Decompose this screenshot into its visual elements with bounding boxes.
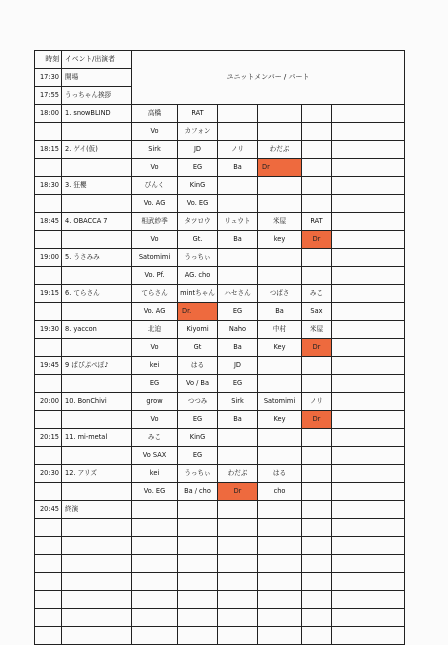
cell-member-4 bbox=[258, 591, 302, 609]
cell-time bbox=[35, 573, 62, 591]
header-unit-members: ユニットメンバー / パート bbox=[132, 51, 405, 105]
table-row bbox=[35, 123, 405, 141]
cell-blank bbox=[332, 249, 405, 267]
cell-member-5 bbox=[302, 375, 332, 393]
cell-member-2: JD bbox=[178, 141, 218, 159]
cell-member-4: cho bbox=[258, 483, 302, 501]
cell-event: 9 ぱぴぷぺぽ♪ bbox=[62, 357, 132, 375]
cell-member-3: リュウト bbox=[218, 213, 258, 231]
cell-member-2: Kiyomi bbox=[178, 321, 218, 339]
cell-member-2 bbox=[178, 555, 218, 573]
cell-member-1: Vo. AG bbox=[132, 195, 178, 213]
cell-event: 8. yaccon bbox=[62, 321, 132, 339]
cell-time bbox=[35, 627, 62, 645]
cell-blank bbox=[332, 483, 405, 501]
cell-member-3 bbox=[218, 447, 258, 465]
table-row bbox=[35, 213, 405, 231]
cell-member-1: Satomimi bbox=[132, 249, 178, 267]
cell-member-2 bbox=[178, 627, 218, 645]
cell-blank bbox=[332, 573, 405, 591]
cell-member-1: Vo bbox=[132, 123, 178, 141]
cell-member-4: 米屋 bbox=[258, 213, 302, 231]
cell-member-3: Sirk bbox=[218, 393, 258, 411]
cell-member-5: みこ bbox=[302, 285, 332, 303]
cell-member-1: Vo bbox=[132, 231, 178, 249]
cell-time bbox=[35, 537, 62, 555]
cell-member-1 bbox=[132, 591, 178, 609]
cell-blank bbox=[332, 429, 405, 447]
table-row bbox=[35, 465, 405, 483]
cell-member-3 bbox=[218, 177, 258, 195]
cell-time bbox=[35, 555, 62, 573]
cell-member-2: EG bbox=[178, 411, 218, 429]
table-row bbox=[35, 231, 405, 249]
cell-member-3 bbox=[218, 195, 258, 213]
cell-member-5 bbox=[302, 501, 332, 519]
cell-event: 終演 bbox=[62, 501, 132, 519]
cell-member-1: てらさん bbox=[132, 285, 178, 303]
table-row bbox=[35, 591, 405, 609]
cell-member-5 bbox=[302, 267, 332, 285]
cell-member-5: 米屋 bbox=[302, 321, 332, 339]
cell-blank bbox=[332, 357, 405, 375]
cell-member-3: わだぶ bbox=[218, 465, 258, 483]
table-row bbox=[35, 519, 405, 537]
cell-member-4: はる bbox=[258, 465, 302, 483]
cell-member-2 bbox=[178, 609, 218, 627]
cell-time bbox=[35, 591, 62, 609]
cell-member-1: びんく bbox=[132, 177, 178, 195]
cell-member-2 bbox=[178, 573, 218, 591]
cell-blank bbox=[332, 321, 405, 339]
cell-time: 18:15 bbox=[35, 141, 62, 159]
cell-member-5 bbox=[302, 555, 332, 573]
cell-member-4 bbox=[258, 177, 302, 195]
cell-member-3: Naho bbox=[218, 321, 258, 339]
cell-member-5 bbox=[302, 123, 332, 141]
cell-blank bbox=[332, 177, 405, 195]
table-row bbox=[35, 393, 405, 411]
cell-blank bbox=[332, 159, 405, 177]
cell-event bbox=[62, 483, 132, 501]
cell-member-3 bbox=[218, 249, 258, 267]
cell-event: 12. アリズ bbox=[62, 465, 132, 483]
cell-member-1: kei bbox=[132, 357, 178, 375]
cell-member-4 bbox=[258, 375, 302, 393]
cell-member-4 bbox=[258, 555, 302, 573]
cell-member-5 bbox=[302, 573, 332, 591]
cell-time: 18:30 bbox=[35, 177, 62, 195]
cell-member-1 bbox=[132, 555, 178, 573]
cell-member-2: カフォン bbox=[178, 123, 218, 141]
cell-member-2: Dr. bbox=[178, 303, 218, 321]
cell-event bbox=[62, 303, 132, 321]
cell-time: 20:00 bbox=[35, 393, 62, 411]
cell-member-3 bbox=[218, 591, 258, 609]
cell-time: 19:30 bbox=[35, 321, 62, 339]
table-row bbox=[35, 321, 405, 339]
cell-member-2: Ba / cho bbox=[178, 483, 218, 501]
cell-event bbox=[62, 519, 132, 537]
cell-member-4: key bbox=[258, 231, 302, 249]
cell-member-1 bbox=[132, 573, 178, 591]
cell-member-5 bbox=[302, 609, 332, 627]
cell-member-4: Satomimi bbox=[258, 393, 302, 411]
cell-member-5: Dr bbox=[302, 231, 332, 249]
cell-time bbox=[35, 159, 62, 177]
cell-event bbox=[62, 411, 132, 429]
cell-blank bbox=[332, 591, 405, 609]
table-row bbox=[35, 447, 405, 465]
cell-event bbox=[62, 591, 132, 609]
cell-event bbox=[62, 159, 132, 177]
table-row bbox=[35, 105, 405, 123]
cell-member-4 bbox=[258, 123, 302, 141]
cell-member-1 bbox=[132, 519, 178, 537]
cell-event: 5. うさみみ bbox=[62, 249, 132, 267]
cell-time bbox=[35, 483, 62, 501]
cell-member-5 bbox=[302, 483, 332, 501]
table-row bbox=[35, 267, 405, 285]
cell-member-5 bbox=[302, 429, 332, 447]
cell-member-2: うっちぃ bbox=[178, 249, 218, 267]
timetable bbox=[34, 50, 405, 645]
cell-blank bbox=[332, 303, 405, 321]
cell-event: うっちゃん挨拶 bbox=[62, 87, 132, 105]
cell-member-5 bbox=[302, 195, 332, 213]
cell-member-1 bbox=[132, 501, 178, 519]
cell-member-2: RAT bbox=[178, 105, 218, 123]
cell-member-3 bbox=[218, 555, 258, 573]
cell-member-2: Vo. EG bbox=[178, 195, 218, 213]
table-row bbox=[35, 483, 405, 501]
cell-member-3 bbox=[218, 609, 258, 627]
cell-member-3: ノリ bbox=[218, 141, 258, 159]
cell-member-3: Dr bbox=[218, 483, 258, 501]
cell-member-1 bbox=[132, 537, 178, 555]
cell-time bbox=[35, 267, 62, 285]
cell-time: 20:15 bbox=[35, 429, 62, 447]
cell-member-1: Vo. AG bbox=[132, 303, 178, 321]
cell-blank bbox=[332, 123, 405, 141]
cell-member-2 bbox=[178, 501, 218, 519]
cell-member-4 bbox=[258, 627, 302, 645]
cell-member-1: grow bbox=[132, 393, 178, 411]
header-time: 時刻 bbox=[35, 51, 62, 69]
table-row bbox=[35, 159, 405, 177]
cell-event bbox=[62, 267, 132, 285]
cell-member-1: Sirk bbox=[132, 141, 178, 159]
cell-member-2: KinG bbox=[178, 429, 218, 447]
cell-member-4 bbox=[258, 573, 302, 591]
cell-time bbox=[35, 231, 62, 249]
cell-time bbox=[35, 339, 62, 357]
cell-member-5 bbox=[302, 519, 332, 537]
table-row bbox=[35, 375, 405, 393]
table-row bbox=[35, 339, 405, 357]
cell-member-2: はる bbox=[178, 357, 218, 375]
cell-member-5 bbox=[302, 447, 332, 465]
cell-member-4: Ba bbox=[258, 303, 302, 321]
cell-member-1: Vo SAX bbox=[132, 447, 178, 465]
cell-time bbox=[35, 609, 62, 627]
cell-member-1: Vo bbox=[132, 339, 178, 357]
cell-blank bbox=[332, 501, 405, 519]
cell-member-3 bbox=[218, 627, 258, 645]
cell-member-1 bbox=[132, 627, 178, 645]
cell-blank bbox=[332, 375, 405, 393]
cell-member-5 bbox=[302, 105, 332, 123]
cell-event: 11. mi-metal bbox=[62, 429, 132, 447]
cell-member-3: Ba bbox=[218, 339, 258, 357]
cell-member-3 bbox=[218, 123, 258, 141]
cell-member-2: EG bbox=[178, 447, 218, 465]
cell-blank bbox=[332, 447, 405, 465]
cell-member-4 bbox=[258, 609, 302, 627]
cell-member-5 bbox=[302, 159, 332, 177]
cell-event bbox=[62, 195, 132, 213]
cell-time bbox=[35, 303, 62, 321]
cell-blank bbox=[332, 267, 405, 285]
cell-blank bbox=[332, 411, 405, 429]
cell-blank bbox=[332, 609, 405, 627]
cell-member-5 bbox=[302, 627, 332, 645]
cell-member-2: AG. cho bbox=[178, 267, 218, 285]
cell-member-1: 北迫 bbox=[132, 321, 178, 339]
table-row bbox=[35, 537, 405, 555]
cell-blank bbox=[332, 537, 405, 555]
cell-member-3 bbox=[218, 573, 258, 591]
cell-member-2: Vo / Ba bbox=[178, 375, 218, 393]
table-row bbox=[35, 627, 405, 645]
cell-member-1: みこ bbox=[132, 429, 178, 447]
cell-member-3: EG bbox=[218, 303, 258, 321]
table-row bbox=[35, 303, 405, 321]
cell-member-4 bbox=[258, 357, 302, 375]
cell-member-2: mintちゃん bbox=[178, 285, 218, 303]
cell-member-2: EG bbox=[178, 159, 218, 177]
cell-member-3: Ba bbox=[218, 231, 258, 249]
cell-event: 2. ゲイ(仮) bbox=[62, 141, 132, 159]
cell-blank bbox=[332, 213, 405, 231]
cell-member-3: Ba bbox=[218, 411, 258, 429]
cell-blank bbox=[332, 555, 405, 573]
cell-event: 4. OBACCA 7 bbox=[62, 213, 132, 231]
cell-member-2: KinG bbox=[178, 177, 218, 195]
table-row bbox=[35, 555, 405, 573]
cell-time bbox=[35, 195, 62, 213]
cell-member-5 bbox=[302, 141, 332, 159]
cell-member-4 bbox=[258, 537, 302, 555]
cell-time: 18:45 bbox=[35, 213, 62, 231]
cell-member-3 bbox=[218, 537, 258, 555]
cell-blank bbox=[332, 465, 405, 483]
cell-event: 1. snowBLIND bbox=[62, 105, 132, 123]
cell-blank bbox=[332, 285, 405, 303]
cell-event bbox=[62, 375, 132, 393]
cell-time bbox=[35, 447, 62, 465]
cell-member-2: タツロウ bbox=[178, 213, 218, 231]
cell-time bbox=[35, 375, 62, 393]
cell-member-1: 高橋 bbox=[132, 105, 178, 123]
cell-event bbox=[62, 231, 132, 249]
cell-event: 開場 bbox=[62, 69, 132, 87]
cell-member-2 bbox=[178, 591, 218, 609]
cell-member-4: Key bbox=[258, 339, 302, 357]
cell-member-4: つばさ bbox=[258, 285, 302, 303]
cell-event bbox=[62, 339, 132, 357]
cell-member-5: Dr bbox=[302, 339, 332, 357]
cell-member-4 bbox=[258, 501, 302, 519]
cell-member-3: JD bbox=[218, 357, 258, 375]
cell-member-5 bbox=[302, 357, 332, 375]
cell-member-4 bbox=[258, 105, 302, 123]
table-row bbox=[35, 195, 405, 213]
table-row bbox=[35, 285, 405, 303]
cell-event: 6. てらさん bbox=[62, 285, 132, 303]
header-event: イベント/出演者 bbox=[62, 51, 132, 69]
cell-member-5 bbox=[302, 249, 332, 267]
cell-member-2: Gt bbox=[178, 339, 218, 357]
cell-member-1 bbox=[132, 609, 178, 627]
table-row bbox=[35, 573, 405, 591]
cell-blank bbox=[332, 393, 405, 411]
cell-member-1: Vo bbox=[132, 159, 178, 177]
cell-blank bbox=[332, 141, 405, 159]
cell-member-3: EG bbox=[218, 375, 258, 393]
cell-member-1: kei bbox=[132, 465, 178, 483]
cell-time bbox=[35, 411, 62, 429]
cell-member-4 bbox=[258, 429, 302, 447]
cell-member-3: ハセさん bbox=[218, 285, 258, 303]
cell-member-2: つつみ bbox=[178, 393, 218, 411]
cell-event bbox=[62, 123, 132, 141]
table-row bbox=[35, 411, 405, 429]
cell-member-2 bbox=[178, 519, 218, 537]
table-row bbox=[35, 501, 405, 519]
cell-blank bbox=[332, 231, 405, 249]
cell-member-4: わだぶ bbox=[258, 141, 302, 159]
cell-member-3 bbox=[218, 501, 258, 519]
table-row bbox=[35, 177, 405, 195]
cell-event bbox=[62, 573, 132, 591]
cell-member-1: Vo. EG bbox=[132, 483, 178, 501]
cell-blank bbox=[332, 195, 405, 213]
cell-time bbox=[35, 519, 62, 537]
cell-member-5 bbox=[302, 537, 332, 555]
cell-member-4 bbox=[258, 447, 302, 465]
cell-member-5: Sax bbox=[302, 303, 332, 321]
cell-time: 20:30 bbox=[35, 465, 62, 483]
cell-time: 19:00 bbox=[35, 249, 62, 267]
cell-blank bbox=[332, 105, 405, 123]
cell-member-4: Key bbox=[258, 411, 302, 429]
cell-member-4 bbox=[258, 267, 302, 285]
cell-event: 3. 狂櫻 bbox=[62, 177, 132, 195]
cell-member-4 bbox=[258, 249, 302, 267]
cell-member-2: Gt. bbox=[178, 231, 218, 249]
cell-member-5 bbox=[302, 591, 332, 609]
cell-event bbox=[62, 627, 132, 645]
cell-member-3 bbox=[218, 429, 258, 447]
cell-member-4 bbox=[258, 519, 302, 537]
cell-time: 19:15 bbox=[35, 285, 62, 303]
cell-blank bbox=[332, 627, 405, 645]
cell-member-2: うっちぃ bbox=[178, 465, 218, 483]
table-row bbox=[35, 249, 405, 267]
cell-member-5: Dr bbox=[302, 411, 332, 429]
cell-member-4: 中村 bbox=[258, 321, 302, 339]
cell-blank bbox=[332, 339, 405, 357]
cell-member-5 bbox=[302, 465, 332, 483]
cell-member-4 bbox=[258, 195, 302, 213]
table-row bbox=[35, 609, 405, 627]
cell-time: 17:30 bbox=[35, 69, 62, 87]
cell-member-2 bbox=[178, 537, 218, 555]
cell-blank bbox=[332, 519, 405, 537]
cell-event: 10. BonChivi bbox=[62, 393, 132, 411]
cell-event bbox=[62, 609, 132, 627]
cell-event bbox=[62, 537, 132, 555]
cell-event bbox=[62, 555, 132, 573]
cell-member-5 bbox=[302, 177, 332, 195]
cell-member-1: 相武紗季 bbox=[132, 213, 178, 231]
cell-time: 19:45 bbox=[35, 357, 62, 375]
cell-member-3 bbox=[218, 267, 258, 285]
cell-event bbox=[62, 447, 132, 465]
cell-member-3: Ba bbox=[218, 159, 258, 177]
cell-member-1: EG bbox=[132, 375, 178, 393]
cell-member-1: Vo. Pf. bbox=[132, 267, 178, 285]
cell-member-5: RAT bbox=[302, 213, 332, 231]
table-row bbox=[35, 357, 405, 375]
cell-member-5: ノリ bbox=[302, 393, 332, 411]
table-row bbox=[35, 141, 405, 159]
cell-time: 18:00 bbox=[35, 105, 62, 123]
table-row bbox=[35, 429, 405, 447]
cell-time: 17:55 bbox=[35, 87, 62, 105]
cell-time bbox=[35, 123, 62, 141]
header-row bbox=[35, 51, 405, 69]
cell-member-3 bbox=[218, 519, 258, 537]
cell-member-1: Vo bbox=[132, 411, 178, 429]
cell-member-3 bbox=[218, 105, 258, 123]
cell-time: 20:45 bbox=[35, 501, 62, 519]
cell-member-4: Dr bbox=[258, 159, 302, 177]
